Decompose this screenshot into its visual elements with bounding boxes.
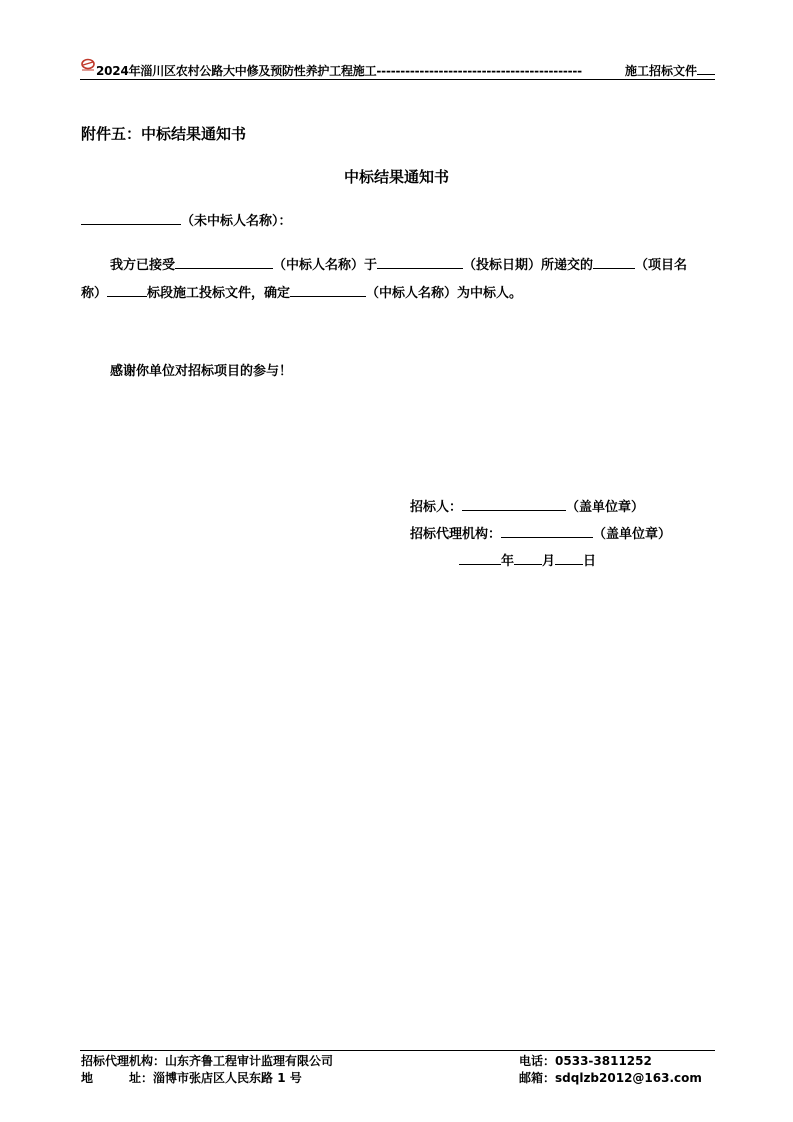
header-rule <box>80 79 715 80</box>
footer-rule <box>80 1050 715 1051</box>
footer-email: 邮箱：sdqlzb2012@163.com <box>519 1071 702 1085</box>
company-logo-icon <box>80 58 96 72</box>
month-blank <box>514 551 542 565</box>
confirm-winner-blank <box>290 283 366 297</box>
body-line-1: 我方已接受 （中标人名称）于 （投标日期）所递交的 （项目名 <box>110 254 687 273</box>
date-line: 年 月 日 <box>459 550 596 569</box>
day-blank <box>555 551 583 565</box>
footer-agency: 招标代理机构：山东齐鲁工程审计监理有限公司 <box>81 1054 334 1068</box>
tenderer-blank <box>462 497 566 511</box>
project-blank <box>593 255 635 269</box>
year-blank <box>459 551 501 565</box>
page-title: 中标结果通知书 <box>343 168 449 186</box>
header-title: 2024年淄川区农村公路大中修及预防性养护工程施工------------------------------------------- <box>96 64 582 78</box>
thanks-text: 感谢你单位对招标项目的参与！ <box>110 364 293 379</box>
addressee-line: （未中标人名称）： <box>81 210 292 229</box>
annex-heading: 附件五：中标结果通知书 <box>81 125 247 143</box>
body-line-2: 称） 标段施工投标文件，确定 （中标人名称）为中标人。 <box>81 282 522 301</box>
tenderer-signature: 招标人： （盖单位章） <box>410 496 644 515</box>
bid-date-blank <box>377 255 463 269</box>
addressee-blank <box>81 211 181 225</box>
header-doc-type: 施工招标文件 <box>625 62 715 79</box>
footer-phone: 电话：0533-3811252 <box>519 1054 652 1068</box>
agent-blank <box>501 524 593 538</box>
agent-signature: 招标代理机构： （盖单位章） <box>410 523 671 542</box>
section-blank <box>107 283 147 297</box>
footer-address: 地 址：淄博市张店区人民东路 1 号 <box>81 1071 302 1085</box>
winner-name-blank <box>175 255 273 269</box>
